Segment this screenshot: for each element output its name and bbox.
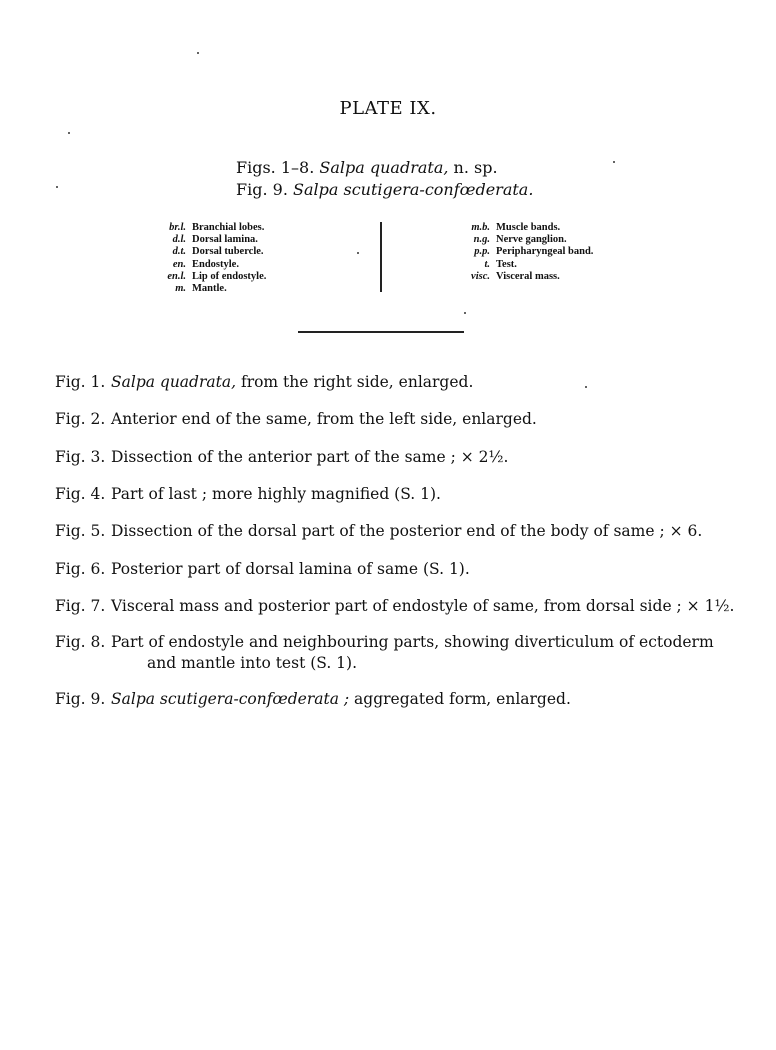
- scan-speck: [585, 386, 587, 388]
- figs-line-2: [236, 179, 533, 201]
- abbreviation-row: [456, 222, 593, 234]
- scan-speck: [357, 252, 359, 254]
- abbreviations-divider: [380, 222, 382, 292]
- abbreviation-key: m.b.: [471, 222, 490, 233]
- caption-species: Salpa quadrata,: [111, 373, 237, 391]
- figs-line-2-species: Salpa scutigera-confœderata.: [293, 180, 534, 199]
- figs-line-1: [236, 157, 533, 179]
- abbreviation-key: visc.: [471, 270, 490, 282]
- caption-text: Part of endostyle and neighbouring parts, showing diverticulum of ectoderm: [111, 633, 714, 651]
- abbreviation-key: d.t.: [172, 246, 186, 258]
- caption-text: Dissection of the dorsal part of the posterior end of the body of same ; × 6.: [111, 522, 703, 540]
- figs-line-2-prefix: Fig. 9.: [236, 180, 288, 199]
- caption-fig-6: [55, 559, 470, 580]
- abbreviation-label: Visceral mass.: [496, 270, 560, 282]
- caption-number: Fig. 2.: [55, 410, 106, 428]
- scan-speck: [197, 52, 199, 54]
- abbreviation-row: [150, 283, 266, 295]
- figs-line-1-suffix: n. sp.: [453, 158, 498, 177]
- caption-text: Posterior part of dorsal lamina of same (S. 1).: [111, 560, 470, 578]
- abbreviation-label: Dorsal lamina.: [192, 234, 258, 246]
- abbreviation-label: Endostyle.: [192, 258, 239, 270]
- abbreviation-row: [456, 259, 593, 271]
- scan-speck: [68, 132, 70, 134]
- caption-fig-1: [55, 372, 473, 393]
- abbreviation-key: t.: [484, 258, 490, 270]
- caption-fig-9: [55, 689, 571, 710]
- abbreviation-key: n.g.: [473, 234, 490, 246]
- abbreviation-label: Mantle.: [192, 283, 227, 295]
- abbreviation-row: [150, 259, 266, 271]
- caption-fig-4: [55, 484, 441, 505]
- caption-text: Visceral mass and posterior part of endostyle of same, from dorsal side ; × 1½.: [111, 597, 735, 615]
- caption-text: from the right side, enlarged.: [236, 373, 474, 391]
- plate-title: PLATE IX.: [339, 98, 437, 119]
- scan-speck: [464, 312, 466, 314]
- abbreviation-label: Muscle bands.: [496, 222, 561, 233]
- caption-fig-3: [55, 447, 508, 468]
- caption-fig-7: [55, 596, 734, 617]
- abbreviation-key: d.l.: [172, 234, 186, 246]
- abbreviation-key: br.l.: [169, 222, 186, 233]
- abbreviation-row: [150, 271, 266, 283]
- caption-species: Salpa scutigera-confœderata ;: [111, 690, 350, 708]
- caption-number: Fig. 7.: [55, 597, 106, 615]
- scan-speck: [56, 186, 58, 188]
- figs-line-1-prefix: Figs. 1–8.: [236, 158, 315, 177]
- abbreviation-label: Peripharyngeal band.: [496, 246, 594, 258]
- figures-header: [236, 157, 533, 201]
- caption-number: Fig. 9.: [55, 690, 106, 708]
- abbreviation-row: [456, 246, 593, 258]
- caption-continuation: and mantle into test (S. 1).: [147, 654, 358, 672]
- caption-text: Dissection of the anterior part of the same ; × 2½.: [111, 448, 509, 466]
- abbreviation-row: [150, 222, 266, 234]
- abbreviation-key: p.p.: [474, 246, 490, 258]
- abbreviation-label: Branchial lobes.: [192, 222, 265, 233]
- abbreviation-key: m.: [175, 283, 186, 295]
- figs-line-1-species: Salpa quadrata,: [319, 158, 449, 177]
- abbreviation-label: Nerve ganglion.: [496, 234, 567, 246]
- caption-number: Fig. 4.: [55, 485, 106, 503]
- caption-fig-5: [55, 521, 702, 542]
- caption-number: Fig. 1.: [55, 373, 106, 391]
- abbreviation-row: [150, 246, 266, 258]
- caption-number: Fig. 5.: [55, 522, 106, 540]
- scan-speck: [613, 161, 615, 163]
- abbreviation-label: Dorsal tubercle.: [192, 246, 264, 258]
- abbreviation-label: Test.: [496, 258, 517, 270]
- caption-text: Anterior end of the same, from the left side, enlarged.: [111, 410, 537, 428]
- abbreviations-right: [456, 222, 593, 283]
- caption-number: Fig. 3.: [55, 448, 106, 466]
- abbreviations-left: [150, 222, 266, 295]
- abbreviation-row: [456, 271, 593, 283]
- caption-text: aggregated form, enlarged.: [349, 690, 571, 708]
- caption-fig-2: [55, 409, 537, 430]
- abbreviation-row: [456, 234, 593, 246]
- abbreviation-key: en.: [172, 258, 186, 270]
- caption-fig-8: [55, 632, 714, 674]
- abbreviation-key: en.l.: [167, 270, 186, 282]
- section-divider: [298, 331, 464, 333]
- abbreviation-row: [150, 234, 266, 246]
- caption-number: Fig. 6.: [55, 560, 106, 578]
- caption-text: Part of last ; more highly magnified (S. 1).: [111, 485, 441, 503]
- caption-number: Fig. 8.: [55, 633, 106, 651]
- abbreviation-label: Lip of endostyle.: [192, 270, 267, 282]
